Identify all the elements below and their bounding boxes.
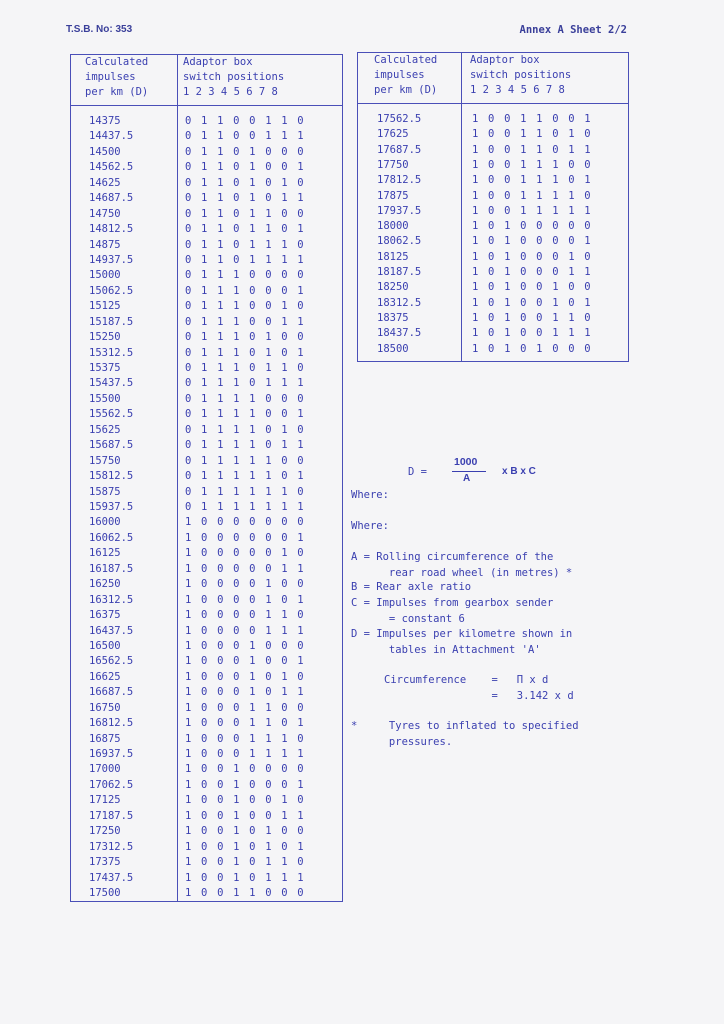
impulses-value: 18250	[377, 281, 409, 294]
switch-positions-value: 1 0 0 0 0 1 1 1	[185, 624, 306, 637]
formula-lhs: D =	[408, 466, 427, 478]
switch-positions-value: 0 1 1 0 1 1 0 0	[185, 207, 306, 220]
formula-numerator: 1000	[454, 456, 478, 468]
switch-positions-value: 1 0 0 1 0 1 1 1	[185, 871, 306, 884]
impulses-value: 16062.5	[89, 531, 134, 544]
switch-positions-value: 1 0 1 0 0 1 0 1	[472, 296, 593, 309]
impulses-value: 18375	[377, 311, 409, 324]
impulses-value: 17812.5	[377, 174, 422, 187]
formula	[408, 456, 608, 490]
switch-positions-value: 0 1 1 1 1 0 0 1	[185, 408, 306, 421]
impulses-value: 14875	[89, 238, 121, 251]
impulses-value: 17437.5	[89, 871, 134, 884]
impulses-value: 16250	[89, 578, 121, 591]
impulses-value: 17000	[89, 763, 121, 776]
impulses-value: 16937.5	[89, 748, 134, 761]
impulses-value: 16750	[89, 701, 121, 714]
circumference-formula: Circumference = Π x d = 3.142 x d	[384, 674, 574, 702]
switch-positions-value: 1 0 0 1 1 0 1 1	[472, 143, 593, 156]
switch-positions-value: 1 0 0 1 1 1 1 0	[472, 189, 593, 202]
impulses-value: 14687.5	[89, 192, 134, 205]
impulses-value: 15562.5	[89, 408, 134, 421]
switch-positions-value: 0 1 1 0 1 1 0 1	[185, 223, 306, 236]
switch-positions-value: 0 1 1 1 1 1 1 1	[185, 501, 306, 513]
tsb-number: T.S.B. No: 353	[66, 24, 133, 35]
impulses-value: 17562.5	[377, 113, 422, 125]
impulses-value: 18187.5	[377, 266, 422, 278]
switch-positions-value: 0 1 1 1 0 1 1 1	[185, 377, 306, 390]
impulses-value: 14562.5	[89, 161, 134, 174]
impulses-value: 17625	[377, 128, 409, 141]
impulses-value: 18000	[377, 220, 409, 233]
switch-positions-value: 1 0 1 0 0 0 0 0	[472, 220, 593, 233]
header-calculated-impulses: Calculated impulses per km (D)	[85, 56, 149, 98]
switch-positions-value: 1 0 0 1 0 1 0 1	[185, 840, 306, 853]
switch-positions-value: 0 1 1 0 1 0 0 0	[185, 145, 306, 158]
switch-positions-value: 0 1 1 0 1 1 1 0	[185, 238, 306, 251]
impulses-value: 16187.5	[89, 562, 134, 575]
impulses-value: 17125	[89, 794, 121, 807]
header-switch-positions: Adaptor box switch positions 1 2 3 4 5 6 7 8	[470, 54, 572, 96]
right-impulse-table	[357, 52, 629, 362]
switch-positions-value: 0 1 1 1 1 0 1 1	[185, 439, 306, 452]
impulses-value: 18437.5	[377, 327, 422, 340]
definition-b: B = Rear axle ratio	[351, 581, 472, 593]
impulses-value: 16312.5	[89, 593, 134, 606]
formula-denominator: A	[463, 473, 471, 484]
switch-positions-value: 1 0 0 0 0 0 1 1	[185, 562, 306, 575]
switch-positions-value: 0 1 1 1 1 0 0 0	[185, 392, 306, 405]
switch-positions-value: 1 0 1 0 1 0 0 0	[472, 342, 593, 355]
switch-positions-value: 1 0 0 1 1 0 1 0	[472, 128, 593, 141]
switch-positions-value: 1 0 0 1 1 0 0 0	[185, 887, 306, 899]
switch-positions-value: 0 1 1 1 1 0 1 0	[185, 423, 306, 436]
impulses-value: 15437.5	[89, 377, 134, 390]
impulses-value: 17937.5	[377, 204, 422, 217]
where-label: Where:	[351, 520, 389, 532]
impulses-value: 15750	[89, 454, 121, 467]
impulses-value: 16812.5	[89, 717, 134, 730]
impulses-value: 18062.5	[377, 235, 422, 248]
switch-positions-value: 0 1 1 1 0 1 0 1	[185, 346, 306, 359]
switch-positions-value: 1 0 0 1 0 1 1 0	[185, 856, 306, 869]
header-divider	[358, 103, 628, 104]
switch-positions-value: 0 1 1 0 1 0 1 1	[185, 192, 306, 205]
impulses-value: 15625	[89, 423, 121, 436]
formula-rhs: x B x C	[502, 466, 536, 477]
switch-positions-value: 1 0 0 0 0 0 1 0	[185, 547, 306, 560]
impulses-value: 14375	[89, 115, 121, 127]
impulses-value: 18125	[377, 250, 409, 263]
impulses-value: 16875	[89, 732, 121, 745]
switch-positions-value: 0 1 1 1 0 0 0 0	[185, 269, 306, 282]
header-divider	[71, 105, 342, 106]
where-label: Where:	[351, 489, 389, 501]
impulses-value: 17750	[377, 158, 409, 171]
switch-positions-value: 0 1 1 0 0 1 1 0	[185, 115, 306, 127]
impulses-value: 16625	[89, 670, 121, 683]
switch-positions-value: 1 0 1 0 0 0 1 1	[472, 266, 593, 278]
switch-positions-value: 0 1 1 1 1 1 0 1	[185, 470, 306, 483]
switch-positions-value: 0 1 1 1 0 0 1 1	[185, 315, 306, 328]
impulses-value: 16562.5	[89, 655, 134, 668]
impulses-value: 15875	[89, 485, 121, 498]
impulses-value: 17375	[89, 856, 121, 869]
switch-positions-value: 1 0 0 0 1 0 0 0	[185, 639, 306, 652]
switch-positions-value: 1 0 0 0 0 1 0 0	[185, 578, 306, 591]
impulses-value: 15125	[89, 300, 121, 313]
switch-positions-value: 1 0 1 0 0 1 1 0	[472, 311, 593, 324]
impulses-value: 17312.5	[89, 840, 134, 853]
left-impulse-table	[70, 54, 343, 902]
switch-positions-value: 1 0 0 0 0 1 1 0	[185, 609, 306, 622]
column-divider	[177, 55, 178, 901]
impulses-value: 15187.5	[89, 315, 134, 328]
switch-positions-value: 1 0 0 1 0 0 1 0	[185, 794, 306, 807]
switch-positions-value: 1 0 0 1 0 0 0 0	[185, 763, 306, 776]
switch-positions-value: 0 1 1 1 1 1 0 0	[185, 454, 306, 467]
impulses-value: 15062.5	[89, 284, 134, 297]
switch-positions-value: 1 0 0 1 1 1 0 0	[472, 158, 593, 171]
impulses-value: 15250	[89, 331, 121, 344]
header-calculated-impulses: Calculated impulses per km (D)	[374, 54, 438, 96]
impulses-value: 17500	[89, 887, 121, 899]
impulses-value: 15937.5	[89, 501, 134, 513]
switch-positions-value: 1 0 0 1 0 0 0 1	[185, 778, 306, 791]
impulses-value: 18312.5	[377, 296, 422, 309]
tyres-footnote: * Tyres to inflated to specified pressures.	[351, 720, 579, 748]
switch-positions-value: 1 0 0 1 0 1 0 0	[185, 825, 306, 838]
impulses-value: 14437.5	[89, 130, 134, 143]
impulses-value: 16437.5	[89, 624, 134, 637]
switch-positions-value: 0 1 1 0 1 1 1 1	[185, 253, 306, 266]
switch-positions-value: 1 0 0 0 1 1 0 0	[185, 701, 306, 714]
switch-positions-value: 1 0 1 0 0 1 0 0	[472, 281, 593, 294]
switch-positions-value: 1 0 0 0 1 0 1 0	[185, 670, 306, 683]
impulses-value: 14937.5	[89, 253, 134, 266]
header-switch-positions: Adaptor box switch positions 1 2 3 4 5 6 7 8	[183, 56, 285, 98]
switch-positions-value: 1 0 1 0 0 0 0 1	[472, 235, 593, 248]
switch-positions-value: 1 0 0 0 1 0 1 1	[185, 686, 306, 699]
impulses-value: 17875	[377, 189, 409, 202]
impulses-value: 16125	[89, 547, 121, 560]
impulses-value: 17062.5	[89, 778, 134, 791]
impulses-value: 15000	[89, 269, 121, 282]
column-divider	[461, 53, 462, 361]
impulses-value: 14750	[89, 207, 121, 220]
impulses-value: 14625	[89, 176, 121, 189]
impulses-value: 15812.5	[89, 470, 134, 483]
switch-positions-value: 0 1 1 1 0 1 1 0	[185, 362, 306, 375]
impulses-value: 15500	[89, 392, 121, 405]
fraction-bar	[452, 471, 486, 472]
annex-sheet-label: Annex A Sheet 2/2	[519, 24, 627, 36]
switch-positions-value: 1 0 0 1 1 1 0 1	[472, 174, 593, 187]
impulses-value: 15687.5	[89, 439, 134, 452]
impulses-value: 17187.5	[89, 809, 134, 822]
switch-positions-value: 1 0 0 0 1 1 0 1	[185, 717, 306, 730]
impulses-value: 14812.5	[89, 223, 134, 236]
switch-positions-value: 0 1 1 1 0 0 0 1	[185, 284, 306, 297]
switch-positions-value: 0 1 1 1 0 0 1 0	[185, 300, 306, 313]
switch-positions-value: 0 1 1 1 1 1 1 0	[185, 485, 306, 498]
impulses-value: 16500	[89, 639, 121, 652]
switch-positions-value: 1 0 0 1 1 0 0 1	[472, 113, 593, 125]
switch-positions-value: 0 1 1 0 1 0 1 0	[185, 176, 306, 189]
switch-positions-value: 1 0 0 0 0 0 0 1	[185, 531, 306, 544]
switch-positions-value: 0 1 1 1 0 1 0 0	[185, 331, 306, 344]
switch-positions-value: 1 0 0 1 1 1 1 1	[472, 204, 593, 217]
definition-c: C = Impulses from gearbox sender = constant 6	[351, 597, 554, 625]
switch-positions-value: 1 0 0 0 0 0 0 0	[185, 516, 306, 529]
switch-positions-value: 1 0 0 1 0 0 1 1	[185, 809, 306, 822]
impulses-value: 16375	[89, 609, 121, 622]
switch-positions-value: 1 0 0 0 1 0 0 1	[185, 655, 306, 668]
impulses-value: 15312.5	[89, 346, 134, 359]
definition-a: A = Rolling circumference of the rear road wheel (in metres) *	[351, 551, 573, 579]
definition-d: D = Impulses per kilometre shown in tables in Attachment 'A'	[351, 628, 573, 656]
impulses-value: 18500	[377, 342, 409, 355]
switch-positions-value: 1 0 1 0 0 0 1 0	[472, 250, 593, 263]
switch-positions-value: 0 1 1 0 0 1 1 1	[185, 130, 306, 143]
switch-positions-value: 1 0 0 0 1 1 1 0	[185, 732, 306, 745]
impulses-value: 16000	[89, 516, 121, 529]
impulses-value: 14500	[89, 145, 121, 158]
impulses-value: 15375	[89, 362, 121, 375]
impulses-value: 17250	[89, 825, 121, 838]
impulses-value: 16687.5	[89, 686, 134, 699]
switch-positions-value: 1 0 1 0 0 1 1 1	[472, 327, 593, 340]
switch-positions-value: 0 1 1 0 1 0 0 1	[185, 161, 306, 174]
impulses-value: 17687.5	[377, 143, 422, 156]
switch-positions-value: 1 0 0 0 0 1 0 1	[185, 593, 306, 606]
switch-positions-value: 1 0 0 0 1 1 1 1	[185, 748, 306, 761]
